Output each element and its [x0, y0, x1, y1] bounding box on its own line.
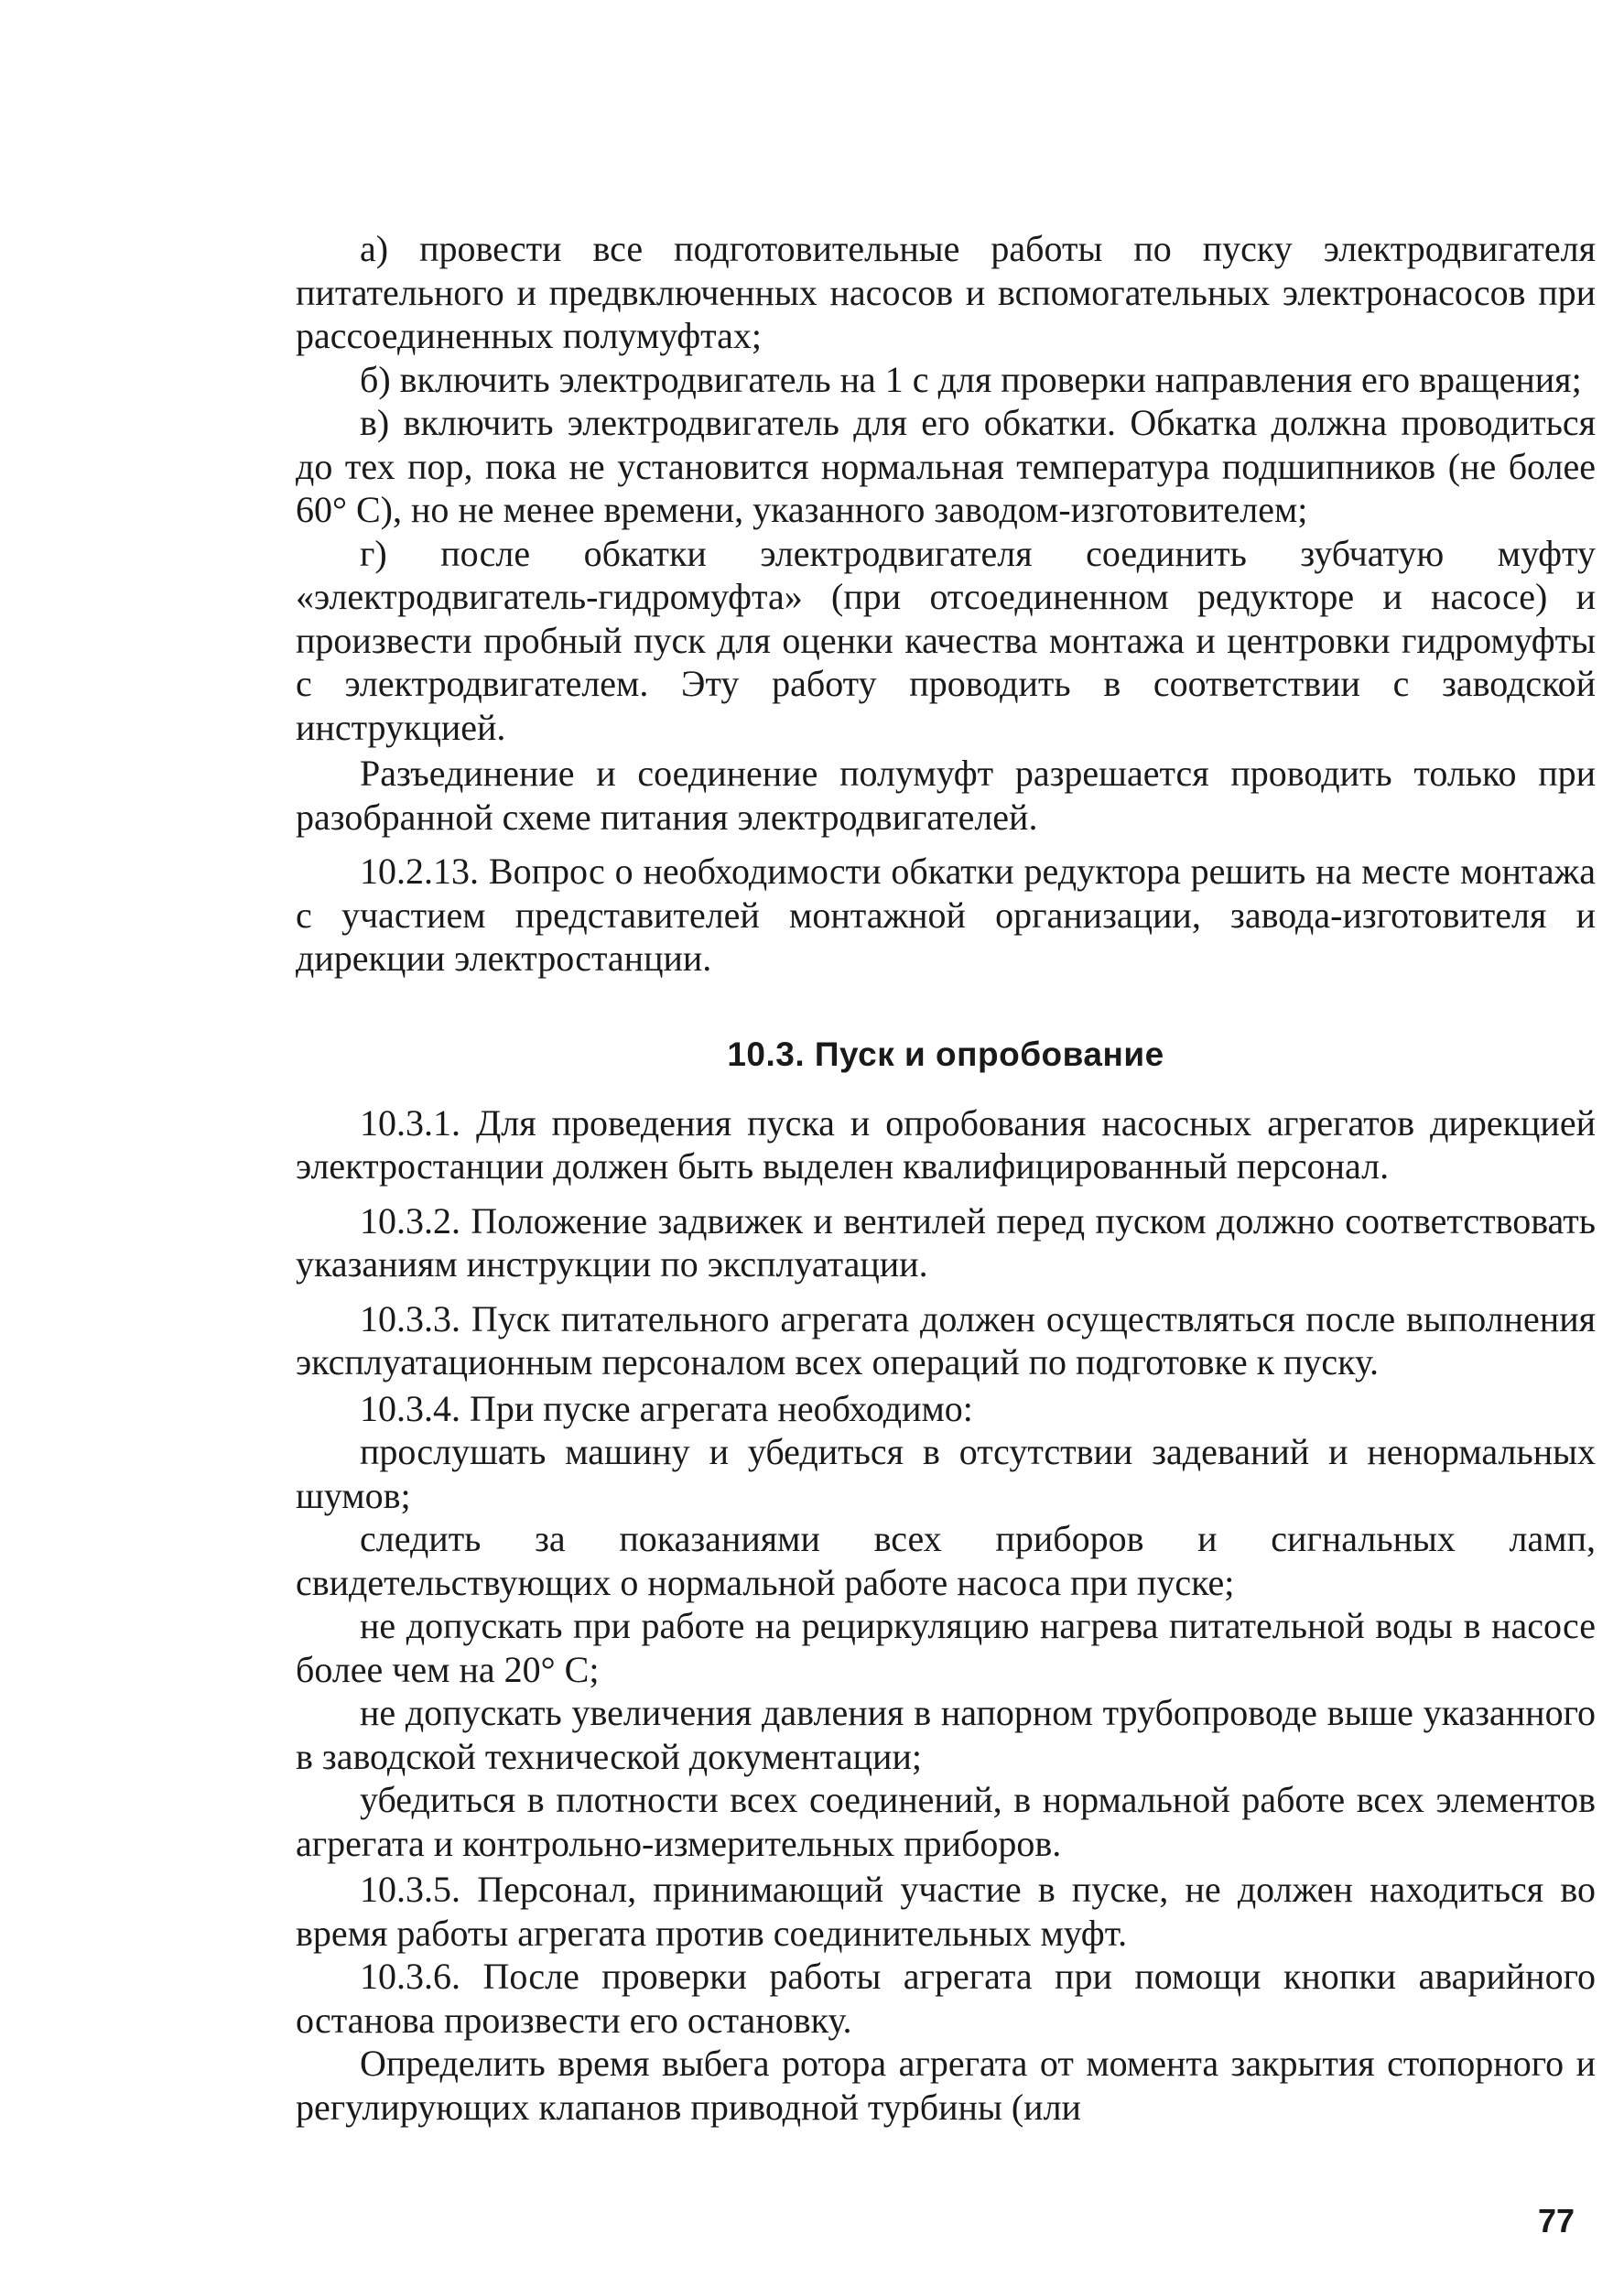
paragraph-pressure-limit: не допускать увеличения давления в напорном трубопроводе выше указанного в заводской технической документации;	[296, 1692, 1596, 1777]
section-heading: 10.3. Пуск и опробование	[727, 1035, 1164, 1073]
paragraph-monitor-instruments: следить за показаниями всех приборов и сигнальных ламп, свидетельствующих о нормальной работе насоса при пуске;	[296, 1518, 1596, 1603]
paragraph-item-a: а) провести все подготовительные работы по пуску электродвигателя питательного и предвключенных насосов и вспомогательных электронасосов при рассоединенных полумуфтах;	[296, 228, 1596, 356]
paragraph-check-tightness: убедиться в плотности всех соединений, в нормальной работе всех элементов агрегата и контрольно-измерительных приборов.	[296, 1779, 1596, 1864]
paragraph-coupling-note: Разъединение и соединение полумуфт разрешается проводить только при разобранной схеме питания электродвигателей.	[296, 753, 1596, 838]
paragraph-item-v: в) включить электродвигатель для его обкатки. Обкатка должна проводиться до тех пор, пока не установится нормальная температура подшипников (не более 60° С), но не менее времени, указанного заводом-изготовителем;	[296, 402, 1596, 530]
paragraph-recirculation-heating: не допускать при работе на рециркуляцию нагрева питательной воды в насосе более чем на 20° С;	[296, 1605, 1596, 1690]
paragraph-listen-machine: прослушать машину и убедиться в отсутствии задеваний и ненормальных шумов;	[296, 1431, 1596, 1516]
paragraph-10-3-2: 10.3.2. Положение задвижек и вентилей перед пуском должно соответствовать указаниям инструкции по эксплуатации.	[296, 1199, 1596, 1285]
paragraph-10-3-3: 10.3.3. Пуск питательного агрегата должен осуществляться после выполнения эксплуатационным персоналом всех операций по подготовке к пуску.	[296, 1297, 1596, 1382]
page-number: 77	[1538, 2202, 1575, 2239]
page-content	[296, 227, 1596, 2129]
paragraph-10-3-1: 10.3.1. Для проведения пуска и опробования насосных агрегатов дирекцией электростанции должен быть выделен квалифицированный персонал.	[296, 1101, 1596, 1187]
paragraph-10-2-13: 10.2.13. Вопрос о необходимости обкатки редуктора решить на месте монтажа с участием представителей монтажной организации, завода-изготовителя и дирекции электростанции.	[296, 851, 1596, 979]
paragraph-item-b: б) включить электродвигатель на 1 с для проверки направления его вращения;	[360, 358, 1582, 400]
paragraph-10-3-6: 10.3.6. После проверки работы агрегата при помощи кнопки аварийного останова произвести его остановку.	[296, 1956, 1596, 2041]
paragraph-10-3-5: 10.3.5. Персонал, принимающий участие в пуске, не должен находиться во время работы агрегата против соединительных муфт.	[296, 1869, 1596, 1954]
paragraph-item-g: г) после обкатки электродвигателя соединить зубчатую муфту «электродвигатель-гидромуфта» (при отсоединенном редукторе и насосе) и произвести пробный пуск для оценки качества монтажа и центровки гидромуфты с электродвигателем. Эту работу проводить в соответствии с заводской инструкцией.	[296, 532, 1596, 748]
paragraph-10-3-4: 10.3.4. При пуске агрегата необходимо:	[360, 1387, 973, 1429]
paragraph-rundown-time: Определить время выбега ротора агрегата от момента закрытия стопорного и регулирующих клапанов приводной турбины (или	[296, 2043, 1596, 2128]
